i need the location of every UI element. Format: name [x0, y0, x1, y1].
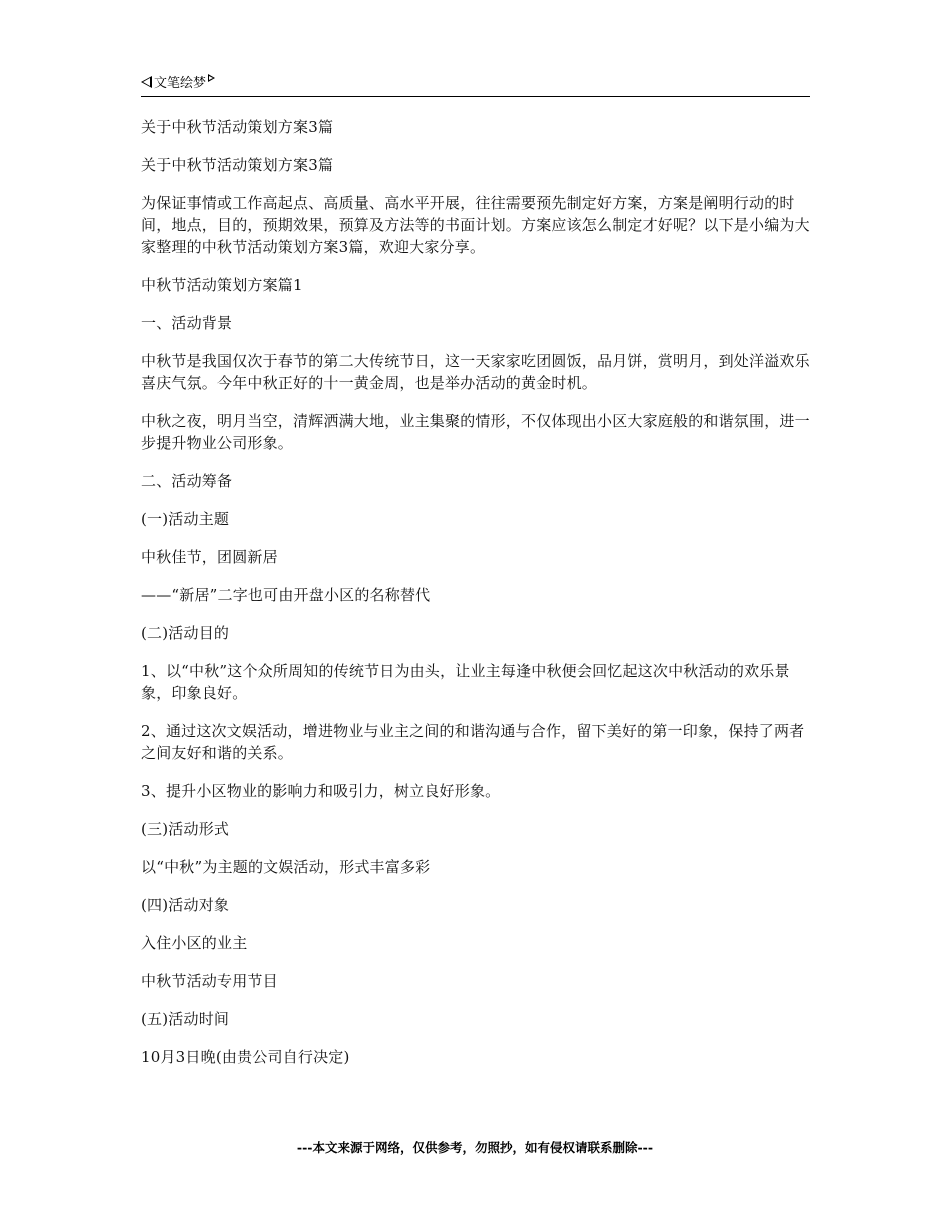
body-paragraph: ——“新居”二字也可由开盘小区的名称替代: [141, 586, 431, 604]
doc-title: 关于中秋节活动策划方案3篇: [141, 118, 334, 136]
document-body: [141, 116, 811, 1084]
section-heading: 二、活动筹备: [141, 472, 233, 490]
triangle-left-icon: [141, 76, 152, 88]
page-header: [141, 72, 810, 97]
subsection-heading: (二)活动目的: [141, 624, 230, 642]
intro-paragraph: 为保证事情或工作高起点、高质量、高水平开展，往往需要预先制定好方案，方案是阐明行动的时间，地点，目的，预期效果，预算及方法等的书面计划。方案应该怎么制定才好呢？以下是小编为大家整理的中秋节活动策划方案3篇，欢迎大家分享。: [141, 194, 810, 256]
header-brand: 文笔绘梦: [154, 76, 207, 91]
subsection-heading: (四)活动对象: [141, 896, 230, 914]
list-item: 2、通过这次文娱活动，增进物业与业主之间的和谐沟通与合作，留下美好的第一印象，保持了两者之间友好和谐的关系。: [141, 722, 805, 762]
subsection-heading: (一)活动主题: [141, 510, 230, 528]
body-paragraph: 中秋节是我国仅次于春节的第二大传统节日，这一天家家吃团圆饭，品月饼，赏明月，到处洋溢欢乐喜庆气氛。今年中秋正好的十一黄金周，也是举办活动的黄金时机。: [141, 352, 810, 392]
body-paragraph: 中秋节活动专用节目: [141, 972, 278, 990]
section-heading: 中秋节活动策划方案篇1: [141, 276, 303, 294]
body-paragraph: 以“中秋”为主题的文娱活动，形式丰富多彩: [141, 858, 431, 876]
body-paragraph: 10月3日晚(由贵公司自行决定): [141, 1048, 350, 1066]
triangle-right-icon: [208, 74, 215, 82]
body-paragraph: 中秋佳节，团圆新居: [141, 548, 278, 566]
header-brand-block: [141, 72, 215, 91]
section-heading: 一、活动背景: [141, 314, 233, 332]
list-item: 1、以“中秋”这个众所周知的传统节日为由头，让业主每逢中秋便会回忆起这次中秋活动的欢乐景象，印象良好。: [141, 662, 790, 702]
list-item: 3、提升小区物业的影响力和吸引力，树立良好形象。: [141, 782, 501, 800]
page-footer-notice: ---本文来源于网络，仅供参考，勿照抄，如有侵权请联系删除---: [296, 1140, 654, 1155]
body-paragraph: 中秋之夜，明月当空，清辉洒满大地，业主集聚的情形，不仅体现出小区大家庭般的和谐氛围，进一步提升物业公司形象。: [141, 412, 810, 452]
body-paragraph: 入住小区的业主: [141, 934, 248, 952]
subsection-heading: (五)活动时间: [141, 1010, 230, 1028]
doc-subtitle: 关于中秋节活动策划方案3篇: [141, 156, 334, 174]
subsection-heading: (三)活动形式: [141, 820, 230, 838]
